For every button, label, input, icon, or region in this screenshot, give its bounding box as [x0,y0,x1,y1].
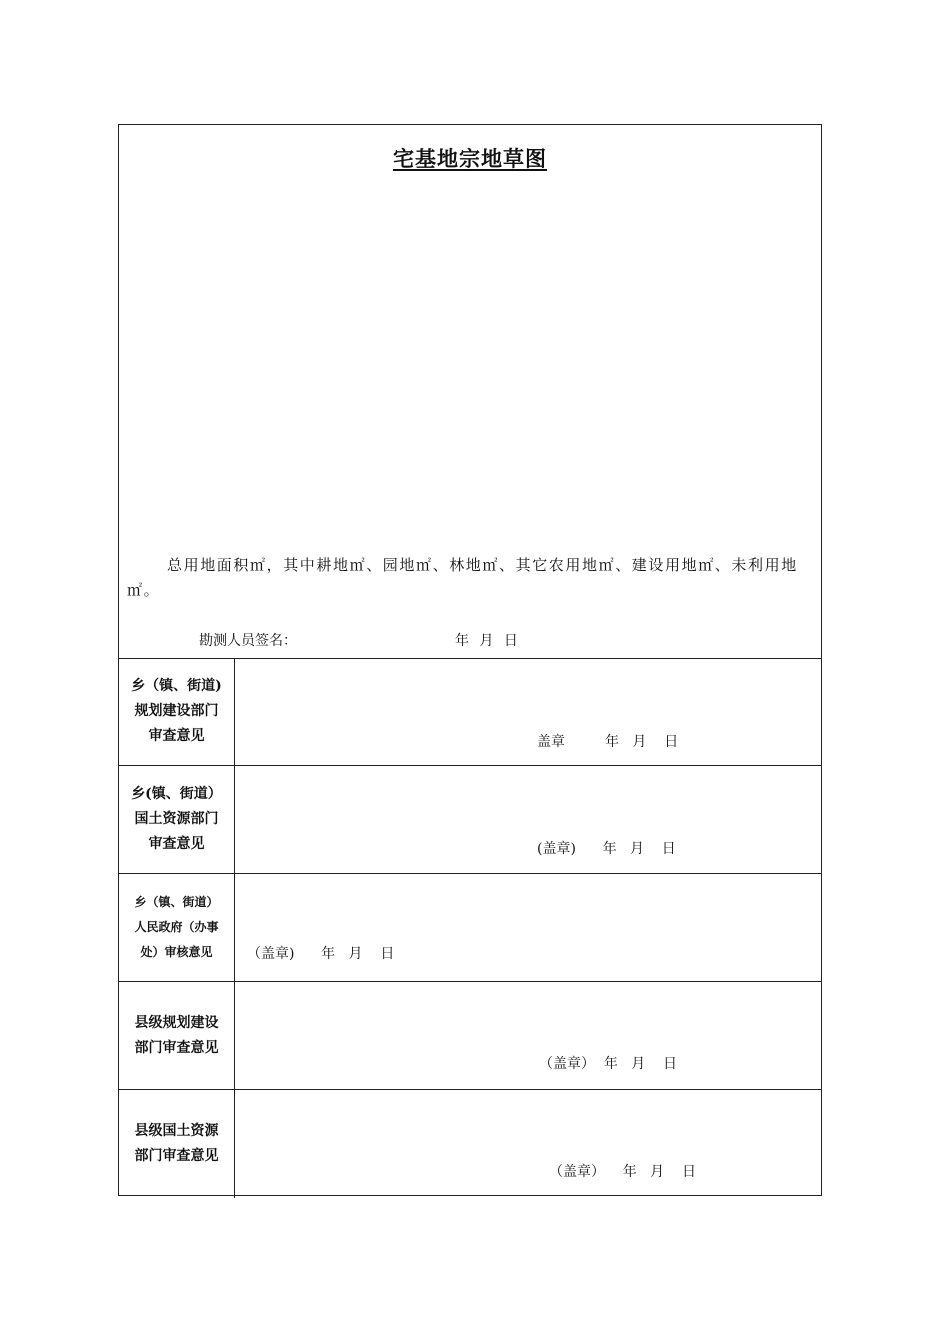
review-row-label: 乡（镇、街道）人民政府（办事处）审核意见 [119,874,235,981]
review-row-label: 县级规划建设部门审查意见 [119,982,235,1089]
homestead-approval-form [118,124,822,1196]
stamp-date: 盖章 年 月 日 [537,734,679,750]
land-area-statement: 总用地面积㎡，其中耕地㎡、园地㎡、林地㎡、其它农用地㎡、建设用地㎡、未利用地㎡。 [127,556,798,599]
parcel-sketch-section [119,125,821,659]
stamp-date: （盖章） 年 月 日 [549,1164,696,1180]
review-row-county-planning [119,982,821,1090]
form-title: 宅基地宗地草图 [393,146,547,171]
review-row-township-government [119,874,821,982]
stamp-date: (盖章) 年 月 日 [537,841,676,857]
review-row-county-land [119,1090,821,1198]
review-row-township-land [119,766,821,874]
review-row-township-planning [119,658,821,766]
stamp-date: （盖章) 年 月 日 [247,946,395,962]
surveyor-date: 年 月 日 [455,633,518,649]
review-row-label: 乡(镇、街道）国土资源部门审查意见 [119,766,235,873]
review-row-label: 县级国土资源部门审查意见 [119,1090,235,1198]
review-row-label: 乡（镇、街道)规划建设部门审查意见 [119,658,235,765]
stamp-date: （盖章） 年 月 日 [539,1056,678,1072]
surveyor-signature-label: 勘测人员签名： [199,633,297,649]
